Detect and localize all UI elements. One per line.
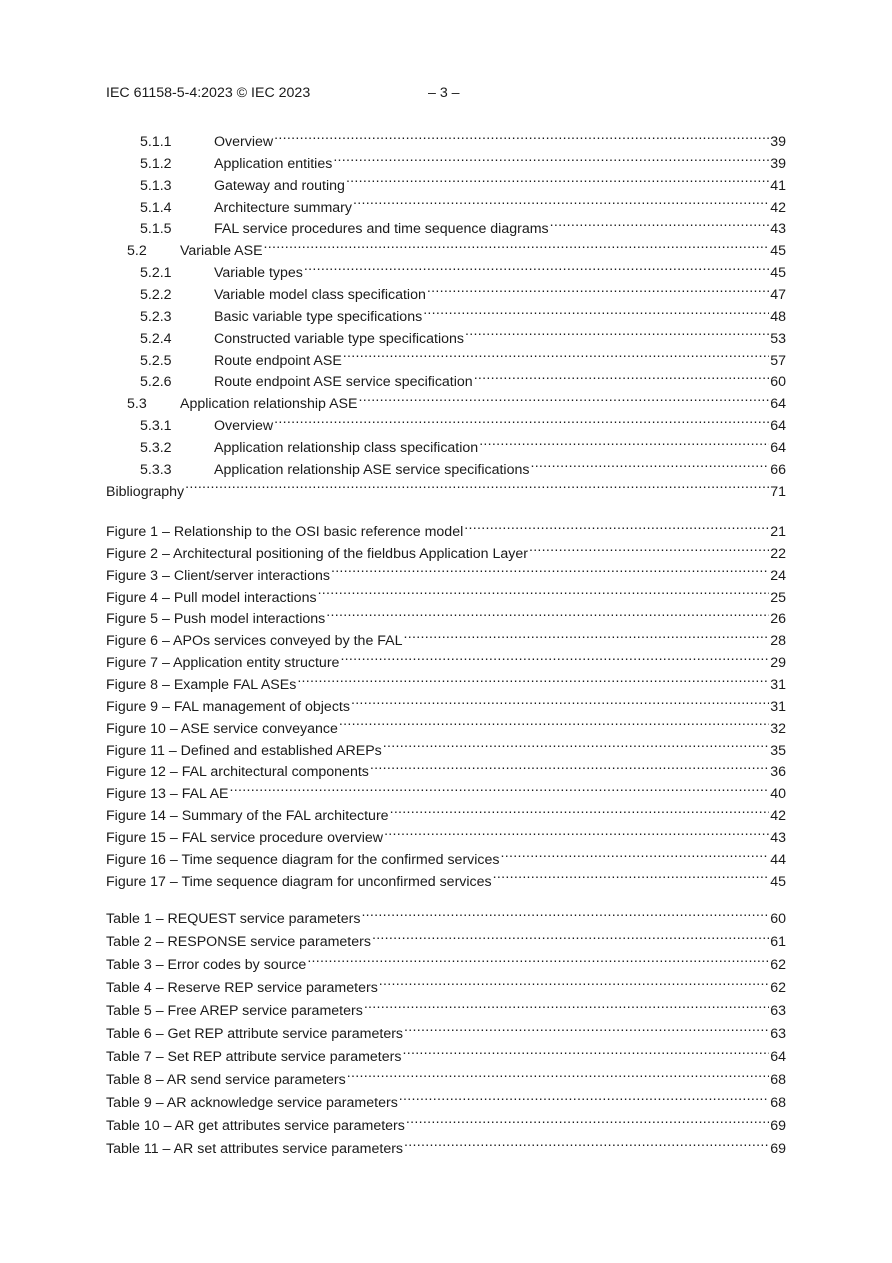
section-entry[interactable] <box>106 279 786 303</box>
figure-entry-title: Figure 15 – FAL service procedure overview <box>106 829 384 846</box>
section-entry-page: 60 <box>770 374 786 391</box>
table-entry-title: Table 8 – AR send service parameters <box>106 1072 346 1088</box>
section-entry-number: 5.2.1 <box>140 265 172 282</box>
section-entry-number: 5.1.1 <box>140 134 172 150</box>
section-entry-title: Variable ASE <box>180 243 263 260</box>
section-entry-page: 39 <box>770 134 786 150</box>
figure-entry-title: Figure 8 – Example FAL ASEs <box>106 676 297 693</box>
dot-leader <box>185 476 769 496</box>
figure-entry[interactable] <box>106 582 786 606</box>
section-entry-page: 43 <box>770 221 786 238</box>
table-entry-title: Table 1 – REQUEST service parameters <box>106 911 361 927</box>
section-entry-title: Overview <box>214 418 274 435</box>
section-entry-title: Route endpoint ASE <box>214 352 342 369</box>
section-entry[interactable] <box>106 454 786 478</box>
section-entry-number: 5.1.2 <box>140 155 172 172</box>
figure-entry-title: Figure 3 – Client/server interactions <box>106 567 330 584</box>
table-entry[interactable] <box>106 903 786 927</box>
section-entry-page: 71 <box>770 483 786 500</box>
dot-leader <box>331 560 769 580</box>
section-entry-page: 53 <box>770 330 786 347</box>
figure-entry-page: 26 <box>770 611 786 628</box>
dot-leader <box>347 1064 769 1084</box>
dot-leader <box>343 345 769 365</box>
dot-leader <box>274 410 769 430</box>
section-entry[interactable] <box>106 148 786 172</box>
section-entry[interactable] <box>106 323 786 347</box>
document-identifier: IEC 61158-5-4:2023 © IEC 2023 <box>106 85 311 101</box>
figure-entry[interactable] <box>106 669 786 693</box>
figure-entry-page: 22 <box>770 545 786 562</box>
dot-leader <box>361 903 769 923</box>
figure-entry-title: Figure 10 – ASE service conveyance <box>106 720 338 737</box>
figure-entry-page: 44 <box>770 851 786 868</box>
section-entry[interactable] <box>106 126 786 150</box>
figure-entry-title: Figure 9 – FAL management of objects <box>106 698 350 715</box>
dot-leader <box>264 235 770 255</box>
dot-leader <box>297 669 769 689</box>
figure-entry[interactable] <box>106 778 786 803</box>
section-entry-page: 64 <box>770 396 786 413</box>
section-entry[interactable] <box>106 432 786 456</box>
dot-leader <box>333 148 769 168</box>
figure-entry-title: Figure 5 – Push model interactions <box>106 611 326 628</box>
section-entry-page: 47 <box>770 286 786 303</box>
dot-leader <box>402 1041 769 1061</box>
section-entry-number: 5.3 <box>127 396 147 413</box>
dot-leader <box>364 995 769 1015</box>
dot-leader <box>530 454 769 474</box>
section-entry[interactable] <box>106 345 786 369</box>
figure-entry-page: 32 <box>770 720 786 737</box>
table-entry-title: Table 3 – Error codes by source <box>106 957 307 973</box>
section-entry-number: 5.2 <box>127 243 147 260</box>
figure-entry[interactable] <box>106 735 786 759</box>
figure-entry[interactable] <box>106 844 786 868</box>
dot-leader <box>339 713 769 733</box>
figure-entry-page: 45 <box>770 873 786 890</box>
table-entry-title: Table 11 – AR set attributes service parameters <box>106 1141 404 1157</box>
table-entry[interactable] <box>106 1041 786 1065</box>
figure-entry-title: Figure 13 – FAL AE <box>106 786 229 803</box>
figure-entry-page: 24 <box>770 567 786 584</box>
dot-leader <box>529 538 769 558</box>
dot-leader <box>351 691 769 711</box>
figure-entry[interactable] <box>106 866 786 890</box>
section-entry-number: 5.2.6 <box>140 374 172 391</box>
section-entry-number: 5.1.5 <box>140 221 172 238</box>
section-entry-page: 66 <box>770 461 786 478</box>
table-entry[interactable] <box>106 1018 786 1042</box>
figure-entry[interactable] <box>106 756 786 781</box>
figure-entry[interactable] <box>106 516 786 540</box>
section-entry-title: Gateway and routing <box>214 177 345 194</box>
dot-leader <box>427 279 769 299</box>
figure-entry[interactable] <box>106 625 786 650</box>
section-entry-number: 5.2.5 <box>140 352 172 369</box>
figure-entry-title: Figure 4 – Pull model interactions <box>106 589 317 606</box>
figure-entry-page: 42 <box>770 808 786 825</box>
dot-leader <box>465 323 769 343</box>
table-entry-title: Table 10 – AR get attributes service parameters <box>106 1118 405 1134</box>
section-entry-page: 45 <box>770 265 786 282</box>
section-entry[interactable] <box>106 235 786 260</box>
table-entry[interactable] <box>106 1064 786 1088</box>
dot-leader <box>307 949 769 969</box>
dot-leader <box>304 257 769 277</box>
section-entry-title: Application relationship ASE service specifications <box>214 461 530 478</box>
section-entry-title: Route endpoint ASE service specification <box>214 374 473 391</box>
section-entry[interactable] <box>106 257 786 282</box>
table-entry-page: 62 <box>770 957 786 973</box>
figure-entry-page: 35 <box>770 742 786 759</box>
dot-leader <box>406 1110 769 1130</box>
table-entry-page: 60 <box>770 911 786 927</box>
page-header <box>106 85 786 105</box>
dot-leader <box>274 126 769 146</box>
section-entry[interactable] <box>106 192 786 216</box>
figure-entry-page: 40 <box>770 786 786 803</box>
dot-leader <box>493 866 770 886</box>
dot-leader <box>379 972 769 992</box>
figure-entry-title: Figure 1 – Relationship to the OSI basic reference model <box>106 524 464 540</box>
figure-entry-page: 31 <box>770 698 786 715</box>
dot-leader <box>318 582 770 602</box>
dot-leader <box>404 1133 769 1153</box>
figure-entry[interactable] <box>106 560 786 584</box>
section-entry-number: 5.1.3 <box>140 177 172 194</box>
section-entry-number: 5.3.3 <box>140 461 172 478</box>
section-entry-title: FAL service procedures and time sequence diagrams <box>214 221 549 238</box>
section-entry-title: Application relationship class specification <box>214 439 479 456</box>
section-entry[interactable] <box>106 170 786 194</box>
dot-leader <box>390 800 770 820</box>
table-entry-page: 68 <box>770 1072 786 1088</box>
figure-entry-page: 28 <box>770 633 786 650</box>
section-entry-page: 64 <box>770 439 786 456</box>
section-entry-title: Architecture summary <box>214 199 352 216</box>
section-entry-number: 5.2.4 <box>140 330 172 347</box>
figure-entry-page: 25 <box>770 589 786 606</box>
figure-entry-page: 31 <box>770 676 786 693</box>
dot-leader <box>230 778 770 798</box>
figure-entry-title: Figure 11 – Defined and established AREPs <box>106 742 382 759</box>
section-entry-page: 64 <box>770 418 786 435</box>
figure-entry[interactable] <box>106 800 786 825</box>
table-entry-page: 69 <box>770 1118 786 1134</box>
figure-entry-page: 29 <box>770 655 786 672</box>
table-entry-page: 63 <box>770 1003 786 1019</box>
dot-leader <box>474 366 770 386</box>
section-entry-page: 41 <box>770 177 786 194</box>
figure-entry-title: Figure 17 – Time sequence diagram for unconfirmed services <box>106 873 492 890</box>
dot-leader <box>404 625 770 645</box>
table-entry[interactable] <box>106 972 786 996</box>
table-entry[interactable] <box>106 1110 786 1134</box>
figure-entry-title: Figure 16 – Time sequence diagram for the confirmed services <box>106 851 500 868</box>
table-entry-page: 69 <box>770 1141 786 1157</box>
section-entry-page: 42 <box>770 199 786 216</box>
section-entry-title: Bibliography <box>106 483 185 500</box>
dot-leader <box>383 735 769 755</box>
dot-leader <box>404 1018 769 1038</box>
figure-entry[interactable] <box>106 603 786 628</box>
dot-leader <box>423 301 769 321</box>
section-entry[interactable] <box>106 301 786 325</box>
figure-entry-title: Figure 2 – Architectural positioning of the fieldbus Application Layer <box>106 545 528 562</box>
dot-leader <box>550 213 770 233</box>
section-entry[interactable] <box>106 213 786 238</box>
section-entry-title: Application entities <box>214 155 333 172</box>
dot-leader <box>501 844 770 864</box>
section-entry-number: 5.3.2 <box>140 439 172 456</box>
table-entry-page: 64 <box>770 1049 786 1065</box>
section-entry-number: 5.2.3 <box>140 308 172 325</box>
figure-entry-page: 43 <box>770 829 786 846</box>
table-entry-title: Table 9 – AR acknowledge service parameters <box>106 1095 398 1111</box>
table-entry[interactable] <box>106 949 786 973</box>
figure-entry-title: Figure 12 – FAL architectural components <box>106 764 369 781</box>
dot-leader <box>353 192 769 212</box>
section-entry-title: Overview <box>214 134 274 150</box>
dot-leader <box>346 170 769 190</box>
section-entry-number: 5.1.4 <box>140 199 172 216</box>
dot-leader <box>340 647 769 667</box>
section-entry[interactable] <box>106 410 786 435</box>
figure-entry-title: Figure 6 – APOs services conveyed by the FAL <box>106 633 403 650</box>
table-entry[interactable] <box>106 926 786 950</box>
section-entry[interactable] <box>106 476 786 500</box>
table-entry[interactable] <box>106 995 786 1019</box>
section-entry-title: Constructed variable type specifications <box>214 330 464 347</box>
dot-leader <box>326 603 769 623</box>
table-entry-page: 62 <box>770 980 786 996</box>
section-entry-title: Basic variable type specifications <box>214 308 423 325</box>
figure-entry-title: Figure 14 – Summary of the FAL architecture <box>106 808 389 825</box>
page-number: – 3 – <box>428 85 460 101</box>
figure-entry[interactable] <box>106 822 786 846</box>
figure-entry-page: 21 <box>770 524 786 540</box>
section-entry-page: 48 <box>770 308 786 325</box>
table-entry-title: Table 5 – Free AREP service parameters <box>106 1003 363 1019</box>
table-entry-title: Table 4 – Reserve REP service parameters <box>106 980 378 996</box>
dot-leader <box>384 822 769 842</box>
dot-leader <box>464 516 769 536</box>
section-entry-page: 45 <box>770 243 786 260</box>
dot-leader <box>479 432 769 452</box>
dot-leader <box>370 756 769 776</box>
dot-leader <box>399 1087 769 1107</box>
table-entry-title: Table 6 – Get REP attribute service parameters <box>106 1026 404 1042</box>
section-entry-number: 5.2.2 <box>140 286 172 303</box>
figure-entry[interactable] <box>106 713 786 737</box>
table-entry[interactable] <box>106 1087 786 1111</box>
section-entry[interactable] <box>106 388 786 413</box>
table-entry-title: Table 7 – Set REP attribute service parameters <box>106 1049 402 1065</box>
table-entry-title: Table 2 – RESPONSE service parameters <box>106 934 371 950</box>
table-entry-page: 61 <box>770 934 786 950</box>
figure-entry[interactable] <box>106 538 786 562</box>
figure-entry-page: 36 <box>770 764 786 781</box>
dot-leader <box>372 926 769 946</box>
section-entry[interactable] <box>106 366 786 391</box>
section-entry-number: 5.3.1 <box>140 418 172 435</box>
figure-entry-title: Figure 7 – Application entity structure <box>106 655 340 672</box>
table-entry-page: 68 <box>770 1095 786 1111</box>
figure-entry[interactable] <box>106 691 786 715</box>
figure-entry[interactable] <box>106 647 786 672</box>
table-entry[interactable] <box>106 1133 786 1157</box>
dot-leader <box>358 388 769 408</box>
section-entry-title: Variable model class specification <box>214 286 426 303</box>
section-entry-title: Application relationship ASE <box>180 396 358 413</box>
section-entry-page: 39 <box>770 155 786 172</box>
section-entry-title: Variable types <box>214 265 303 282</box>
section-entry-page: 57 <box>770 352 786 369</box>
table-entry-page: 63 <box>770 1026 786 1042</box>
